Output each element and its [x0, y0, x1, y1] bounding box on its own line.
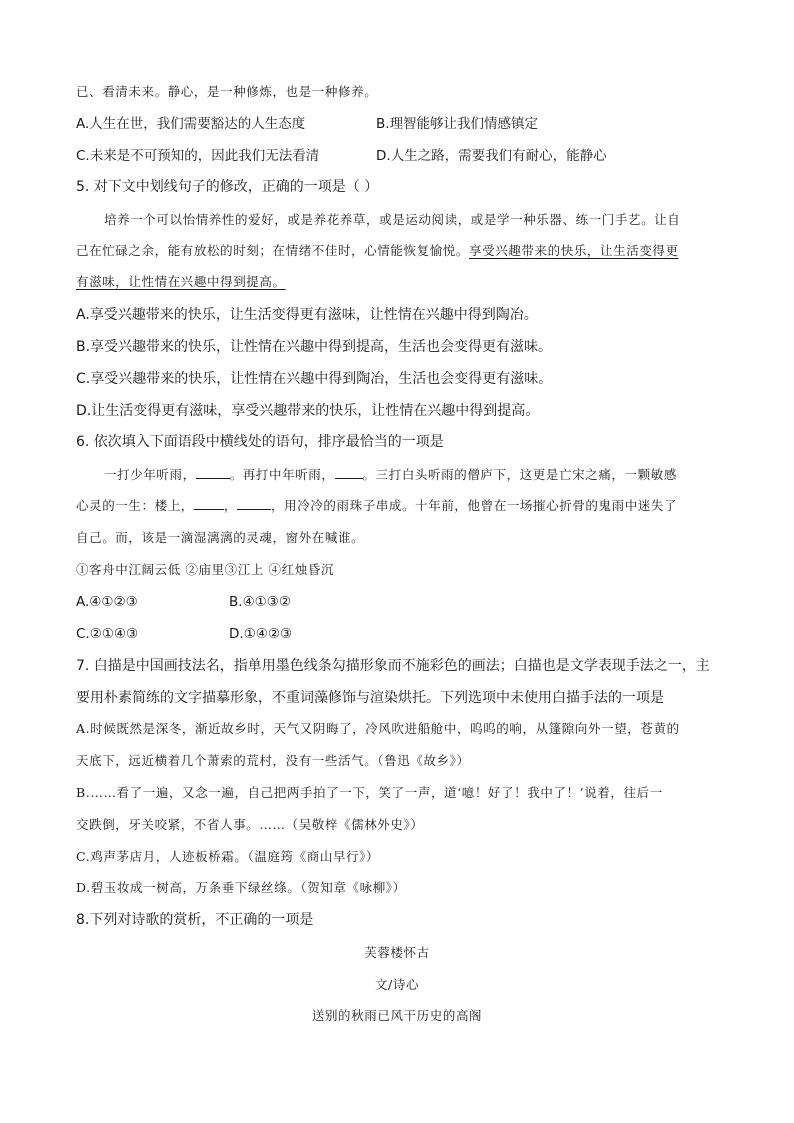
passage-text: 心灵的一生：楼上，	[76, 498, 194, 513]
q4-option-a	[76, 115, 305, 133]
q5-passage-line2	[76, 242, 679, 260]
q5-option-b: B.享受兴趣带来的快乐，让性情在兴趣中得到提高，生活也会变得更有滋味。	[76, 339, 553, 355]
option-text: ④①③②	[242, 594, 291, 610]
option-text: 人生在世，我们需要豁达的人生态度	[89, 116, 306, 132]
option-label: D.	[229, 626, 244, 642]
option-label: B.	[376, 116, 390, 132]
q6-passage-line1	[104, 466, 677, 484]
q6-passage-line2	[76, 497, 677, 515]
option-text: ①④②③	[243, 626, 293, 642]
option-text: 理智能够让我们情感镇定	[389, 116, 539, 132]
poem-title: 芙蓉楼怀古	[364, 945, 430, 960]
q6-option-a	[76, 593, 138, 611]
passage-text: 一打少年听雨，	[104, 467, 196, 482]
fill-blank	[335, 466, 363, 479]
passage-underlined: 有滋味，让性情在兴趣中得到提高。	[76, 274, 286, 289]
option-label: C.	[76, 626, 90, 642]
q6-option-b	[229, 593, 291, 611]
q5-option-d: D.让生活变得更有滋味，享受兴趣带来的快乐，让性情在兴趣中得到提高。	[76, 403, 540, 419]
option-text: 未来是不可预知的，因此我们无法看清	[89, 148, 320, 164]
q5-option-c: C.享受兴趣带来的快乐，让性情在兴趣中得到陶冶，生活也会变得更有滋味。	[76, 371, 553, 387]
q4-passage-tail: 已、看清未来。静心，是一种修炼，也是一种修养。	[76, 84, 378, 99]
option-label: A.	[76, 116, 90, 132]
option-label: B.	[229, 594, 243, 610]
q7-option-a-line2: 天底下，远近横着几个萧索的荒村，没有一些活气。（鲁迅《故乡》）	[76, 753, 470, 768]
q7-stem-line1: 7. 白描是中国画技法名，指单用墨色线条勾描形象而不施彩色的画法；白描也是文学表现手法之一，主	[76, 658, 710, 674]
q6-option-d	[229, 625, 292, 643]
q7-option-a-line1: A.时候既然是深冬，渐近故乡时，天气又阴晦了，冷风吹进船舱中，呜呜的响，从篷隙向外一望，苍黄的	[76, 721, 680, 736]
q5-passage-line1: 培养一个可以怡情养性的爱好，或是养花养草，或是运动阅读，或是学一种乐器、练一门手艺。让自	[104, 212, 681, 227]
q7-stem-line2: 要用朴素简练的文字描摹形象，不重词藻修饰与渲染烘托。下列选项中未使用白描手法的一项是	[76, 690, 664, 706]
passage-text: ，	[223, 498, 238, 513]
option-text: 人生之路，需要我们有耐心，能静心	[390, 148, 607, 164]
q4-option-b	[376, 115, 538, 133]
q7-option-b-line2: 交跌倒，牙关咬紧，不省人事。……（吴敬梓《儒林外史》）	[76, 817, 424, 832]
q8-stem: 8.下列对诗歌的赏析，不正确的一项是	[76, 912, 314, 928]
q7-option-b-line1: B.……看了一遍，又念一遍，自己把两手拍了一下，笑了一声，道‘噫！好了！我中了！’说着，往后一	[76, 785, 663, 800]
passage-plain: 己在忙碌之余，能有放松的时刻；在情绪不佳时，心情能恢复愉悦。	[76, 243, 470, 258]
q5-option-a: A.享受兴趣带来的快乐，让生活变得更有滋味，让性情在兴趣中得到陶冶。	[76, 307, 538, 323]
passage-text: ，用冷冷的雨珠子串成。十年前，他曾在一场摧心折骨的鬼雨中迷失了	[271, 498, 678, 513]
q4-option-d	[376, 147, 607, 165]
option-text: ④①②③	[89, 594, 138, 610]
poem-author: 文/诗心	[374, 977, 420, 992]
fill-blank	[196, 466, 230, 479]
poem-line-1: 送别的秋雨已风干历史的高阁	[311, 1008, 483, 1023]
q7-option-c: C.鸡声茅店月，人迹板桥霜。（温庭筠《商山早行》）	[76, 849, 380, 864]
fill-blank	[237, 497, 271, 510]
option-label: C.	[76, 148, 90, 164]
option-text: ②①④③	[89, 626, 139, 642]
q6-items: ①客舟中江阔云低 ②庙里③江上 ④红烛昏沉	[76, 562, 335, 577]
passage-underlined: 享受兴趣带来的快乐，让生活变得更	[469, 243, 679, 258]
q5-stem: 5. 对下文中划线句子的修改，正确的一项是（ ）	[76, 179, 379, 195]
q6-passage-line3: 自己。而，该是一滴湿漓漓的灵魂，窗外在喊谁。	[76, 530, 365, 545]
q5-passage-line3	[76, 273, 286, 291]
q6-stem: 6. 依次填入下面语段中横线处的语句，排序最恰当的一项是	[76, 434, 444, 450]
passage-text: 。三打白头听雨的僧庐下，这更是亡宋之痛，一颗敏感	[362, 467, 677, 482]
fill-blank	[194, 497, 224, 510]
passage-text: 。再打中年听雨，	[229, 467, 335, 482]
q7-option-d: D.碧玉妆成一树高，万条垂下绿丝绦。（贺知章《咏柳》）	[76, 880, 406, 895]
option-label: A.	[76, 594, 90, 610]
q4-option-c	[76, 147, 319, 165]
option-label: D.	[376, 148, 391, 164]
q6-option-c	[76, 625, 138, 643]
